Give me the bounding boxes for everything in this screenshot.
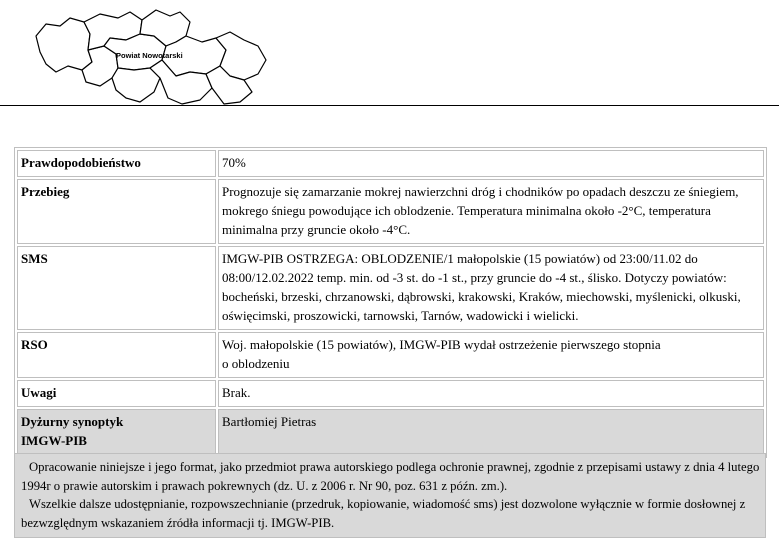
row-value: Bartłomiej Pietras xyxy=(218,409,764,455)
row-label-line2: IMGW-PIB xyxy=(21,433,87,448)
row-value-line2: o oblodzeniu xyxy=(222,356,290,371)
row-value xyxy=(218,332,764,378)
map-label: Powiat Nowotarski xyxy=(116,51,183,60)
row-value: Brak. xyxy=(218,380,764,407)
row-label-line1: Dyżurny synoptyk xyxy=(21,414,124,429)
copyright-paragraph: Opracowanie niniejsze i jego format, jako przedmiot prawa autorskiego podlega ochronie prawnej, zgodnie z przepisami ustawy z dnia 4 lutego 1994r o prawie autorskim i prawach pokrewnych (dz. U. z 2006 r. Nr 90, poz. 631 z późn. zm.). xyxy=(21,460,760,493)
page-header xyxy=(0,0,779,108)
row-value: IMGW-PIB OSTRZEGA: OBLODZENIE/1 małopolskie (15 powiatów) od 23:00/11.02 do 08:00/12.02.2022 temp. min. od -3 st. do -1 st., przy gruncie do -4 st., ślisko. Dotyczy powiatów: bocheński, brzeski, chrzanowski, dąbrowski, krakowski, Kraków, miechowski, myślenicki, olkuski, oświęcimski, proszowicki, tarnowski, Tarnów, wadowicki i wielicki. xyxy=(218,246,764,330)
row-value-line1: Woj. małopolskie (15 powiatów), IMGW-PIB wydał ostrzeżenie pierwszego stopnia xyxy=(222,337,661,352)
map-region-west xyxy=(36,18,92,72)
table-row-rso xyxy=(17,332,764,378)
table-row-sms xyxy=(17,246,764,330)
row-label: SMS xyxy=(17,246,216,330)
county-map-image xyxy=(30,6,286,110)
row-value: Prognozuje się zamarzanie mokrej nawierzchni dróg i chodników po opadach deszczu ze śniegiem, mokrego śniegu powodujące ich oblodzenie. Temperatura minimalna około -2°C, temperatura minimalna przy gruncie około -4°C. xyxy=(218,179,764,244)
row-label: RSO xyxy=(17,332,216,378)
map-region-south xyxy=(112,68,160,102)
table-row-course xyxy=(17,179,764,244)
table-row-probability xyxy=(17,150,764,177)
table-row-forecaster xyxy=(17,409,764,455)
row-label: Przebieg xyxy=(17,179,216,244)
row-label: Prawdopodobieństwo xyxy=(17,150,216,177)
distribution-paragraph: Wszelkie dalsze udostępnianie, rozpowszechnianie (przedruk, kopiowanie, wiadomość sms) jest dozwolone wyłącznie w formie dosłownej z bezwzględnym wskazaniem źródła informacji tj. IMGW-PIB. xyxy=(21,497,746,530)
row-label: Uwagi xyxy=(17,380,216,407)
table-row-remarks xyxy=(17,380,764,407)
warning-table xyxy=(14,147,767,458)
row-value: 70% xyxy=(218,150,764,177)
row-label xyxy=(17,409,216,455)
header-divider xyxy=(0,105,779,106)
copyright-footer xyxy=(14,453,766,538)
